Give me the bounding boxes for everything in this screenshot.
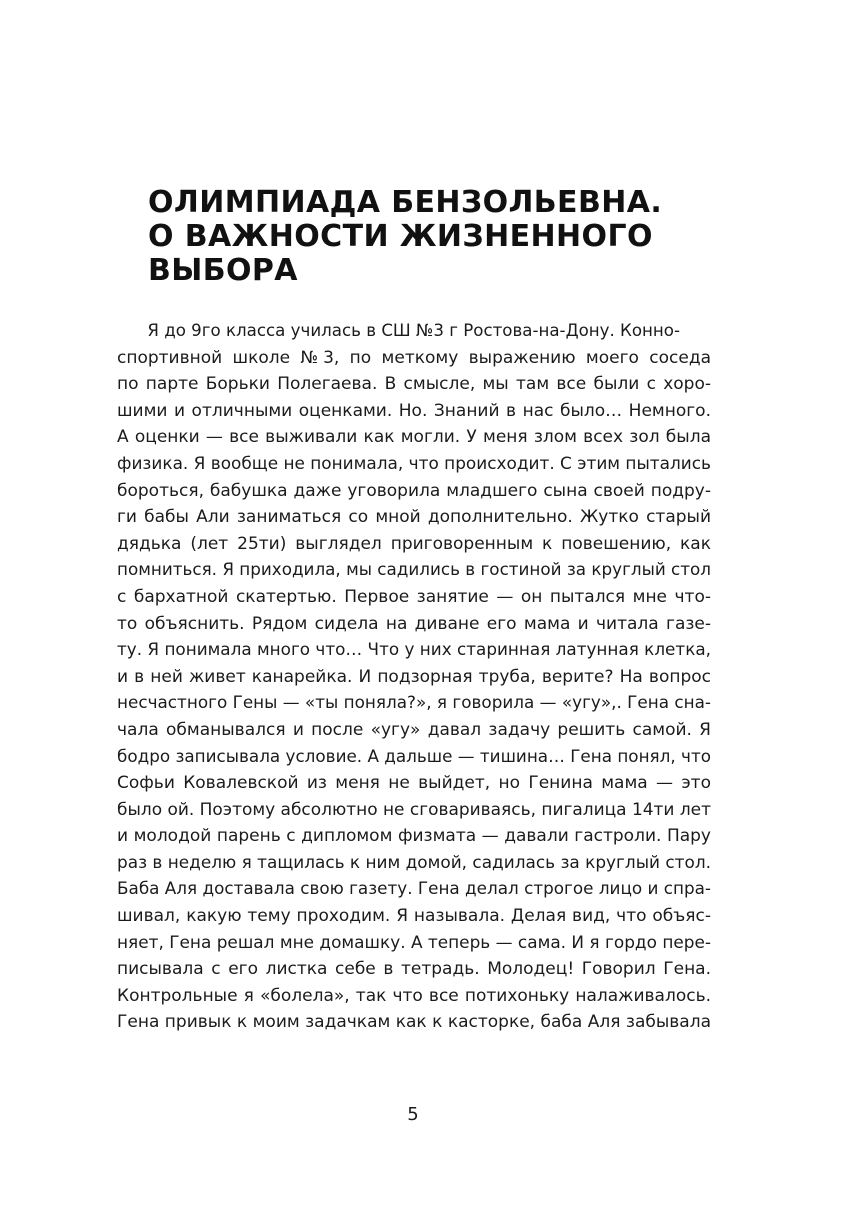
text-line: Контрольные я «болела», так что все потихоньку налаживалось. <box>117 985 711 1006</box>
chapter-title <box>148 186 748 288</box>
text-line: бодро записывала условие. А дальше — тишина… Гена понял, что <box>117 746 711 767</box>
text-line: раз в неделю я тащилась к ним домой, садилась за круглый стол. <box>117 852 711 873</box>
chapter-title-line: О ВАЖНОСТИ ЖИЗНЕННОГО <box>148 219 653 254</box>
text-line: с бархатной скатертью. Первое занятие — он пытался мне что- <box>117 586 711 607</box>
text-line: няет, Гена решал мне домашку. А теперь — сама. И я гордо пере- <box>117 932 711 953</box>
text-line: чала обманывался и после «угу» давал задачу решить самой. Я <box>117 719 711 740</box>
text-line: ги бабы Али заниматься со мной дополнительно. Жутко старый <box>117 507 711 528</box>
text-line: по парте Борьки Полегаева. В смысле, мы там все были с хоро- <box>117 374 711 395</box>
text-line: Гена привык к моим задачкам как к касторке, баба Аля забывала <box>117 1012 711 1033</box>
text-line: бороться, бабушка даже уговорила младшего сына своей подру- <box>117 480 711 501</box>
page-number: 5 <box>407 1104 419 1125</box>
text-line: Софьи Ковалевской из меня не выйдет, но Генина мама — это <box>117 773 711 794</box>
text-line: несчастного Гены — «ты поняла?», я говорила — «угу»,. Гена сна- <box>117 693 711 714</box>
text-line: помниться. Я приходила, мы садились в гостиной за круглый стол <box>117 560 711 581</box>
text-line: и в ней живет канарейка. И подзорная труба, верите? На вопрос <box>117 666 711 687</box>
text-line: А оценки — все выживали как могли. У меня злом всех зол была <box>117 427 711 448</box>
chapter-body-text <box>117 318 711 1036</box>
chapter-title-line: ВЫБОРА <box>148 253 298 288</box>
text-line: шими и отличными оценками. Но. Знаний в нас было… Немного. <box>117 400 711 421</box>
text-line: спортивной школе №3, по меткому выражению моего соседа <box>117 347 711 368</box>
chapter-title-line: ОЛИМПИАДА БЕНЗОЛЬЕВНА. <box>148 185 663 220</box>
text-line: ту. Я понимала много что… Что у них старинная латунная клетка, <box>117 640 711 661</box>
text-line: дядька (лет 25ти) выглядел приговоренным к повешению, как <box>117 533 711 554</box>
text-line: то объяснить. Рядом сидела на диване его мама и читала газе- <box>117 613 711 634</box>
text-line: было ой. Поэтому абсолютно не сговариваясь, пигалица 14ти лет <box>117 799 711 820</box>
text-line: Баба Аля доставала свою газету. Гена делал строгое лицо и спра- <box>117 879 711 900</box>
text-line: писывала с его листка себе в тетрадь. Молодец! Говорил Гена. <box>117 959 711 980</box>
text-line: шивал, какую тему проходим. Я называла. Делая вид, что объяс- <box>117 906 711 927</box>
text-line: физика. Я вообще не понимала, что происходит. С этим пытались <box>117 453 711 474</box>
text-line: и молодой парень с дипломом физмата — давали гастроли. Пару <box>117 826 711 847</box>
text-line: Я до 9го класса училась в СШ №3 г Ростова-на-Дону. Конно- <box>147 321 681 341</box>
